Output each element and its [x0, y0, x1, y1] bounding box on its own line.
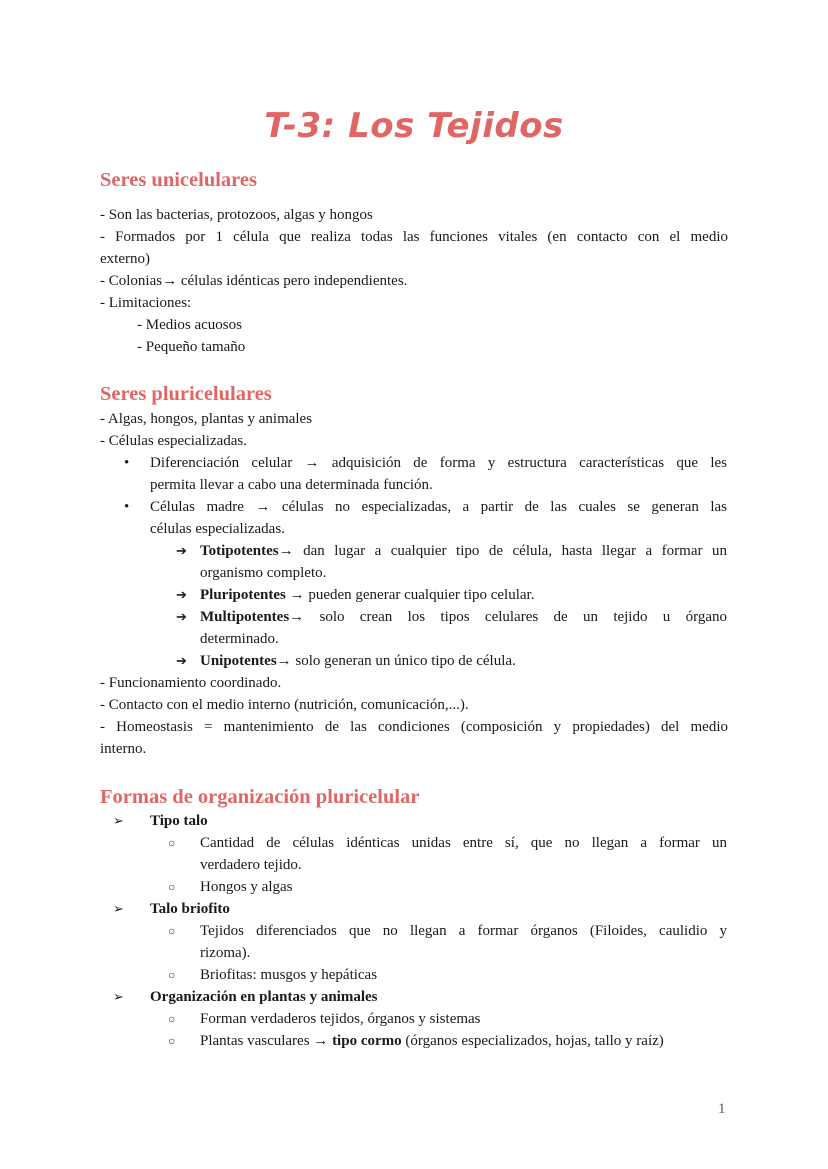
stem-cell-type-cont: determinado.: [200, 631, 279, 647]
term: Pluripotentes: [200, 587, 286, 603]
arrowhead-bullet-icon: ➢: [113, 813, 124, 828]
stem-cell-type-cont: organismo completo.: [200, 565, 327, 581]
page-number: 1: [718, 1101, 726, 1117]
stem-cell-type: [200, 540, 727, 562]
text-line: - Homeostasis = mantenimiento de las condiciones (composición y propiedades) del medio: [100, 719, 728, 735]
heading-seres-unicelulares: Seres unicelulares: [100, 169, 257, 191]
arrowhead-bullet-icon: ➢: [113, 989, 124, 1004]
text-line: - Son las bacterias, protozoos, algas y hongos: [100, 207, 373, 223]
sub-text: [200, 1030, 828, 1052]
circle-bullet-icon: ○: [168, 968, 176, 982]
bullet-dot-icon: •: [124, 499, 130, 515]
text-post: (órganos especializados, hojas, tallo y raíz): [401, 1033, 664, 1049]
sub-text: Cantidad de células idénticas unidas entre sí, que no llegan a formar un: [200, 835, 727, 851]
text-line: interno.: [100, 741, 147, 757]
bullet-text: Células madre → células no especializadas, a partir de las cuales se generan las: [150, 499, 727, 515]
text-line: - Colonias→ células idénticas pero independientes.: [100, 273, 408, 289]
term: Multipotentes: [200, 609, 290, 625]
text-line: - Funcionamiento coordinado.: [100, 675, 282, 691]
text-line: - Limitaciones:: [100, 295, 192, 311]
bullet-text: células especializadas.: [150, 521, 285, 537]
circle-bullet-icon: ○: [168, 1012, 176, 1026]
bullet-text: permita llevar a cabo una determinada función.: [150, 477, 433, 493]
bullet-dot-icon: •: [124, 455, 130, 471]
arrow-bullet-icon: ➔: [176, 609, 187, 624]
stem-cell-type: [200, 606, 727, 628]
definition: → solo crean los tipos celulares de un tejido u órgano: [289, 609, 727, 625]
sub-text: Hongos y algas: [200, 879, 293, 895]
text-line: externo): [100, 251, 150, 267]
stem-cell-type: [200, 584, 828, 606]
circle-bullet-icon: ○: [168, 924, 176, 938]
term: Unipotentes: [200, 653, 277, 669]
term: tipo cormo: [332, 1033, 402, 1049]
sub-text: rizoma).: [200, 945, 251, 961]
sub-text: verdadero tejido.: [200, 857, 302, 873]
org-type-label: Organización en plantas y animales: [150, 989, 378, 1005]
heading-seres-pluricelulares: Seres pluricelulares: [100, 383, 272, 405]
circle-bullet-icon: ○: [168, 880, 176, 894]
text-line: - Contacto con el medio interno (nutrición, comunicación,...).: [100, 697, 469, 713]
arrow-bullet-icon: ➔: [176, 543, 187, 558]
text-line: - Pequeño tamaño: [137, 339, 246, 355]
bullet-text: Diferenciación celular → adquisición de forma y estructura características que les: [150, 455, 727, 471]
org-type-label: Talo briofito: [150, 901, 230, 917]
stem-cell-type: [200, 650, 828, 672]
circle-bullet-icon: ○: [168, 836, 176, 850]
definition: → dan lugar a cualquier tipo de célula, hasta llegar a formar un: [278, 543, 727, 559]
org-type-label: Tipo talo: [150, 813, 208, 829]
text-line: - Algas, hongos, plantas y animales: [100, 411, 313, 427]
arrow-bullet-icon: ➔: [176, 653, 187, 668]
sub-text: Briofitas: musgos y hepáticas: [200, 967, 378, 983]
text-line: - Formados por 1 célula que realiza todas las funciones vitales (en contacto con el medio: [100, 229, 728, 245]
arrowhead-bullet-icon: ➢: [113, 901, 124, 916]
term: Totipotentes: [200, 543, 279, 559]
heading-formas-organizacion: Formas de organización pluricelular: [100, 786, 420, 808]
sub-text: Forman verdaderos tejidos, órganos y sistemas: [200, 1011, 481, 1027]
page-title: T-3: Los Tejidos: [264, 106, 564, 146]
text-pre: Plantas vasculares →: [200, 1033, 333, 1049]
text-line: - Células especializadas.: [100, 433, 248, 449]
arrow-bullet-icon: ➔: [176, 587, 187, 602]
text-line: - Medios acuosos: [137, 317, 242, 333]
definition: → pueden generar cualquier tipo celular.: [285, 587, 535, 603]
circle-bullet-icon: ○: [168, 1034, 176, 1048]
definition: → solo generan un único tipo de célula.: [276, 653, 516, 669]
sub-text: Tejidos diferenciados que no llegan a formar órganos (Filoides, caulidio y: [200, 923, 727, 939]
